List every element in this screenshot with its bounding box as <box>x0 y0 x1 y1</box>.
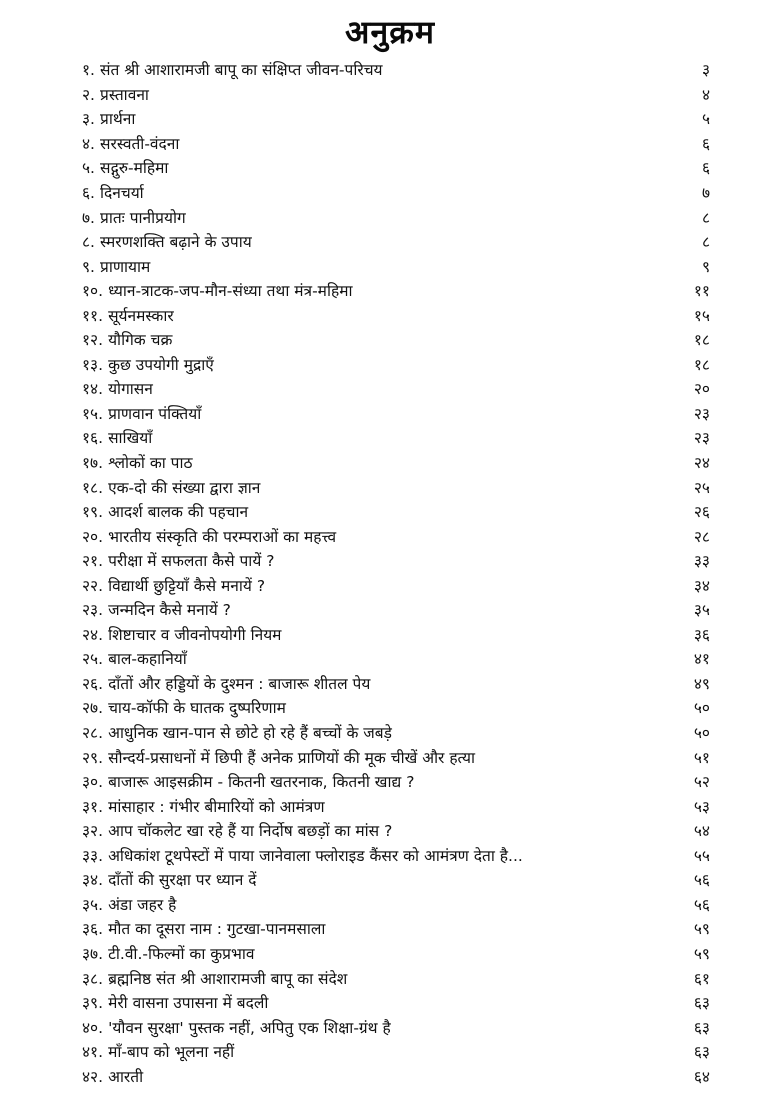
toc-entry-page: ११ <box>693 282 710 301</box>
toc-entry-label <box>82 181 144 205</box>
toc-entry <box>82 721 710 746</box>
toc-entry-label <box>82 353 214 377</box>
toc-entry-number: २३. <box>82 601 104 620</box>
toc-entry-page: २८ <box>693 527 710 546</box>
toc-entry <box>82 549 710 574</box>
toc-entry-label <box>82 377 153 401</box>
toc-entry-page: ५९ <box>693 920 710 939</box>
toc-entry-title: स्मरणशक्ति बढ़ाने के उपाय <box>100 233 252 252</box>
toc-entry <box>82 132 710 157</box>
toc-entry-number: १९. <box>82 503 104 522</box>
toc-entry-number: ३७. <box>82 944 104 963</box>
toc-entry-title: संत श्री आशारामजी बापू का संक्षिप्त जीवन-परिचय <box>100 61 383 80</box>
toc-entry-label <box>82 574 265 598</box>
toc-entry-page: ५ <box>701 110 710 129</box>
toc-entry-label <box>82 647 187 671</box>
toc-entry-page: ३४ <box>693 576 710 595</box>
toc-entry <box>82 524 710 549</box>
toc-entry-number: १३. <box>82 355 104 374</box>
toc-entry-page: २३ <box>693 404 710 423</box>
toc-entry-label <box>82 598 231 622</box>
toc-entry-label <box>82 476 260 500</box>
toc-entry-page: २३ <box>693 429 710 448</box>
toc-entry <box>82 181 710 206</box>
toc-entry <box>82 868 710 893</box>
toc-entry-title: बाजारू आइसक्रीम - कितनी खतरनाक, कितनी खाद्य ? <box>108 773 415 792</box>
toc-entry <box>82 844 710 869</box>
toc-entry-number: ९. <box>82 257 95 276</box>
toc-entry-number: १७. <box>82 454 104 473</box>
toc-entry-label <box>82 991 268 1015</box>
toc-entry-number: ३६. <box>82 920 104 939</box>
toc-entry-title: अधिकांश टूथपेस्टों में पाया जानेवाला फ्लोराइड कैंसर को आमंत्रण देता है... <box>108 846 523 865</box>
toc-entry <box>82 647 710 672</box>
toc-entry-label <box>82 868 256 892</box>
toc-entry-label <box>82 844 523 868</box>
toc-entry-label <box>82 770 414 794</box>
toc-entry <box>82 402 710 427</box>
toc-entry <box>82 58 710 83</box>
toc-entry <box>82 279 710 304</box>
toc-entry-label <box>82 525 336 549</box>
toc-entry-title: परीक्षा में सफलता कैसे पायें ? <box>108 552 275 571</box>
toc-entry <box>82 83 710 108</box>
toc-entry-label <box>82 206 186 230</box>
toc-entry-number: २०. <box>82 527 104 546</box>
toc-entry-page: ४ <box>701 85 710 104</box>
toc-entry-page: ५६ <box>693 895 710 914</box>
toc-entry-page: २५ <box>693 478 710 497</box>
toc-entry-number: ३८. <box>82 969 104 988</box>
toc-entry-title: दाँतों और हड्डियों के दुश्मन : बाजारू शीतल पेय <box>108 674 371 693</box>
toc-entry-title: योगासन <box>108 380 153 399</box>
toc-entry-page: १८ <box>693 331 710 350</box>
toc-entry-label <box>82 328 172 352</box>
toc-entry-page: ३५ <box>693 601 710 620</box>
toc-entry-label <box>82 746 475 770</box>
toc-entry-title: एक-दो की संख्या द्वारा ज्ञान <box>108 478 261 497</box>
toc-entry-number: २. <box>82 85 95 104</box>
toc-entry <box>82 1015 710 1040</box>
toc-entry-number: ११. <box>82 306 104 325</box>
toc-entry-number: ३४. <box>82 871 104 890</box>
toc-entry-number: ३३. <box>82 846 104 865</box>
page-title: अनुक्रम <box>345 13 435 51</box>
toc-entry-title: माँ-बाप को भूलना नहीं <box>108 1043 235 1062</box>
toc-entry-number: २१. <box>82 552 104 571</box>
toc-entry-number: २९. <box>82 748 104 767</box>
toc-entry <box>82 353 710 378</box>
toc-entry <box>82 819 710 844</box>
toc-entry-number: २५. <box>82 650 104 669</box>
toc-entry <box>82 770 710 795</box>
toc-entry-label <box>82 795 325 819</box>
toc-entry-page: ९ <box>701 257 710 276</box>
toc-entry-label <box>82 967 347 991</box>
toc-entry-page: ६१ <box>693 969 710 988</box>
toc-entry-title: आधुनिक खान-पान से छोटे हो रहे हैं बच्चों के जबड़े <box>108 724 392 743</box>
toc-entry-number: १. <box>82 61 95 80</box>
toc-entry-title: टी.वी.-फिल्मों का कुप्रभाव <box>108 944 255 963</box>
toc-entry-title: 'यौवन सुरक्षा' पुस्तक नहीं, अपितु एक शिक्षा-ग्रंथ है <box>108 1018 391 1037</box>
toc-entry-number: ७. <box>82 208 95 227</box>
toc-entry-title: जन्मदिन कैसे मनायें ? <box>108 601 231 620</box>
toc-entry-title: कुछ उपयोगी मुद्राएँ <box>108 355 214 374</box>
toc-entry-label <box>82 819 392 843</box>
toc-entry <box>82 451 710 476</box>
toc-entry-title: श्लोकों का पाठ <box>108 454 193 473</box>
toc-entry <box>82 1040 710 1065</box>
toc-entry-label <box>82 230 252 254</box>
toc-entry <box>82 205 710 230</box>
toc-entry-title: प्राणायाम <box>100 257 151 276</box>
toc-entry-number: ६. <box>82 184 95 202</box>
toc-entry-label <box>82 304 174 328</box>
toc-entry-number: २४. <box>82 625 104 644</box>
toc-entry <box>82 500 710 525</box>
toc-entry-label <box>82 500 248 524</box>
toc-entry-label <box>82 402 201 426</box>
toc-entry-page: ५० <box>693 724 710 743</box>
toc-entry-number: ४०. <box>82 1018 104 1037</box>
toc-entry-title: शिष्टाचार व जीवनोपयोगी नियम <box>108 625 282 644</box>
toc-entry-title: चाय-कॉफी के घातक दुष्परिणाम <box>108 699 286 718</box>
toc-entry <box>82 745 710 770</box>
toc-entry-page: ६३ <box>693 994 710 1013</box>
toc-entry-number: १०. <box>82 282 104 301</box>
toc-entry <box>82 598 710 623</box>
table-of-contents <box>82 58 710 1089</box>
toc-entry <box>82 696 710 721</box>
toc-entry-title: अंडा जहर है <box>108 895 177 914</box>
toc-entry-page: ६३ <box>693 1018 710 1037</box>
toc-entry-page: ४१ <box>693 650 710 669</box>
toc-entry-page: ५४ <box>693 822 710 841</box>
toc-entry-label <box>82 696 286 720</box>
toc-entry-page: ३ <box>701 61 710 80</box>
toc-entry-page: ५० <box>693 699 710 718</box>
toc-entry-page: ५३ <box>693 797 710 816</box>
toc-entry-page: ५९ <box>693 944 710 963</box>
toc-entry-title: यौगिक चक्र <box>108 331 173 350</box>
toc-entry-number: २७. <box>82 699 104 718</box>
toc-entry-title: आप चॉकलेट खा रहे हैं या निर्दोष बछड़ों का मांस ? <box>108 822 393 841</box>
toc-entry-number: १८. <box>82 478 104 497</box>
toc-entry-label <box>82 255 150 279</box>
toc-entry-page: ६ <box>701 134 710 153</box>
toc-entry-number: २६. <box>82 674 104 693</box>
toc-entry <box>82 623 710 648</box>
toc-entry-number: १६. <box>82 429 104 448</box>
toc-entry-page: ५६ <box>693 871 710 890</box>
toc-entry-page: ८ <box>701 208 710 227</box>
toc-entry-label <box>82 426 152 450</box>
toc-entry-number: ३२. <box>82 822 104 841</box>
toc-entry-title: प्राणवान पंक्तियाँ <box>108 404 202 423</box>
toc-entry-title: प्रार्थना <box>100 110 136 129</box>
toc-entry-page: २० <box>693 380 710 399</box>
toc-entry-label <box>82 549 274 573</box>
toc-entry-number: १४. <box>82 380 104 399</box>
toc-entry <box>82 1064 710 1089</box>
toc-entry-number: ८. <box>82 233 95 252</box>
toc-entry-title: मेरी वासना उपासना में बदली <box>108 994 269 1013</box>
toc-entry-label <box>82 1040 234 1064</box>
toc-entry-label <box>82 132 179 156</box>
toc-entry-title: प्रातः पानीप्रयोग <box>100 208 186 227</box>
toc-entry-page: २६ <box>693 503 710 522</box>
toc-entry-title: सरस्वती-वंदना <box>100 134 180 153</box>
toc-entry-label <box>82 672 370 696</box>
toc-entry-number: ३५. <box>82 895 104 914</box>
toc-entry <box>82 917 710 942</box>
toc-entry-title: सद्गुरु-महिमा <box>100 159 169 178</box>
toc-entry-page: ४९ <box>693 674 710 693</box>
toc-entry <box>82 230 710 255</box>
toc-entry-label <box>82 1065 143 1089</box>
toc-entry <box>82 328 710 353</box>
toc-entry-label <box>82 942 255 966</box>
toc-entry-page: ३३ <box>693 552 710 571</box>
toc-entry-number: ३०. <box>82 773 104 792</box>
toc-entry <box>82 573 710 598</box>
toc-entry-page: ५१ <box>693 748 710 767</box>
toc-entry-page: ५२ <box>693 773 710 792</box>
toc-entry-label <box>82 1016 391 1040</box>
toc-entry-label <box>82 721 392 745</box>
toc-entry-title: दिनचर्या <box>100 184 144 202</box>
toc-entry <box>82 942 710 967</box>
toc-entry-page: ६४ <box>693 1067 710 1086</box>
toc-entry-page: ७ <box>701 184 710 202</box>
toc-entry <box>82 254 710 279</box>
toc-entry <box>82 966 710 991</box>
toc-entry-label <box>82 917 325 941</box>
toc-entry-page: १५ <box>693 306 710 325</box>
toc-entry-title: मांसाहार : गंभीर बीमारियों को आमंत्रण <box>108 797 325 816</box>
toc-entry <box>82 377 710 402</box>
toc-entry <box>82 893 710 918</box>
toc-entry-page: ६३ <box>693 1043 710 1062</box>
toc-entry-number: ४२. <box>82 1067 104 1086</box>
toc-entry <box>82 672 710 697</box>
toc-entry-title: विद्यार्थी छुट्टियाँ कैसे मनायें ? <box>108 576 266 595</box>
toc-entry-page: १८ <box>693 355 710 374</box>
toc-entry-title: साखियाँ <box>108 429 153 448</box>
toc-entry-number: ५. <box>82 159 95 178</box>
toc-entry-page: ८ <box>701 233 710 252</box>
toc-entry-page: ३६ <box>693 625 710 644</box>
toc-entry-label <box>82 107 135 131</box>
toc-entry <box>82 156 710 181</box>
toc-entry-title: ब्रह्मनिष्ठ संत श्री आशारामजी बापू का संदेश <box>108 969 348 988</box>
toc-entry-label <box>82 279 352 303</box>
toc-entry-label <box>82 893 176 917</box>
toc-entry-page: २४ <box>693 454 710 473</box>
toc-entry <box>82 991 710 1016</box>
toc-entry-title: सूर्यनमस्कार <box>108 306 174 325</box>
toc-entry-number: ३. <box>82 110 95 129</box>
toc-entry-title: सौन्दर्य-प्रसाधनों में छिपी हैं अनेक प्राणियों की मूक चीखें और हत्या <box>108 748 476 767</box>
toc-entry-title: प्रस्तावना <box>100 85 149 104</box>
toc-entry <box>82 794 710 819</box>
toc-entry-title: बाल-कहानियाँ <box>108 650 187 669</box>
toc-entry-page: ५५ <box>693 846 710 865</box>
toc-entry-label <box>82 156 168 180</box>
toc-entry <box>82 426 710 451</box>
toc-entry-number: ४१. <box>82 1043 104 1062</box>
toc-entry-title: भारतीय संस्कृति की परम्पराओं का महत्त्व <box>108 527 337 546</box>
toc-entry-label <box>82 83 149 107</box>
toc-entry-number: १२. <box>82 331 104 350</box>
toc-entry <box>82 303 710 328</box>
toc-entry-title: दाँतों की सुरक्षा पर ध्यान दें <box>108 871 257 890</box>
toc-entry-number: १५. <box>82 404 104 423</box>
toc-entry-page: ६ <box>701 159 710 178</box>
toc-entry-number: २२. <box>82 576 104 595</box>
toc-entry <box>82 107 710 132</box>
toc-entry-title: आरती <box>108 1067 144 1086</box>
toc-entry <box>82 475 710 500</box>
toc-entry-label <box>82 58 383 82</box>
toc-entry-number: ३१. <box>82 797 104 816</box>
toc-entry-title: मौत का दूसरा नाम : गुटखा-पानमसाला <box>108 920 326 939</box>
toc-entry-title: ध्यान-त्राटक-जप-मौन-संध्या तथा मंत्र-महिमा <box>108 282 353 301</box>
toc-entry-label <box>82 451 193 475</box>
toc-entry-number: २८. <box>82 724 104 743</box>
toc-entry-number: ३९. <box>82 994 104 1013</box>
toc-entry-label <box>82 623 281 647</box>
toc-entry-title: आदर्श बालक की पहचान <box>108 503 249 522</box>
toc-entry-number: ४. <box>82 134 95 153</box>
